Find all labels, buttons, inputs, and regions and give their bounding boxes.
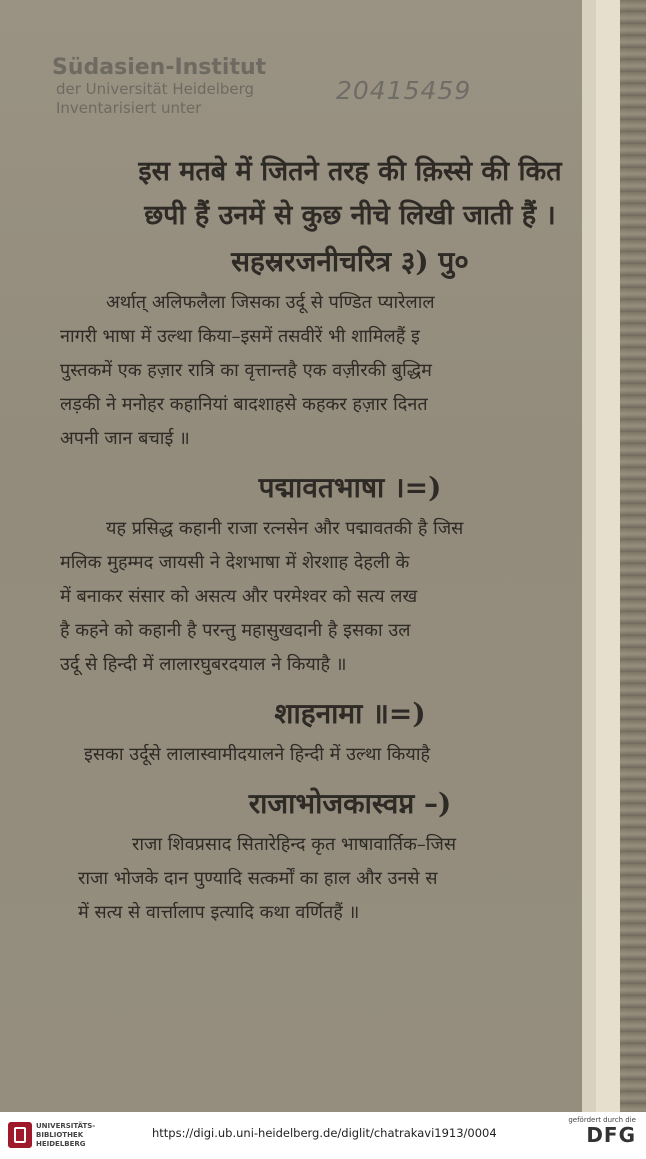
desc-line: है कहने को कहानी है परन्तु महासुखदानी है इसका उल [60,620,411,641]
book-entry [60,780,640,930]
book-description [60,828,640,930]
handwritten-inventory-number: 20415459 [336,76,472,105]
desc-line: उर्दू से हिन्दी में लालारघुबरदयाल ने कियाहै ॥ [60,654,347,675]
book-title: शाहनामा ॥=) [274,697,426,730]
desc-line: मलिक मुहम्मद जायसी ने देशभाषा में शेरशाह देहली के [60,552,410,573]
desc-line: में बनाकर संसार को असत्य और परमेश्वर को सत्य लख [60,586,418,607]
stamp-line-2: der Universität Heidelberg [56,80,255,98]
desc-line: अपनी जान बचाई ॥ [60,428,190,449]
desc-line: यह प्रसिद्ध कहानी राजा रत्नसेन और पद्मावतकी है जिस [106,518,464,539]
permalink-url[interactable]: https://digi.ub.uni-heidelberg.de/diglit/chatrakavi1913/0004 [152,1126,497,1140]
book-description [60,512,640,682]
desc-line: में सत्य से वार्त्तालाप इत्यादि कथा वर्णितहैं ॥ [78,902,360,923]
book-description [60,286,640,456]
funded-by-label: gefördert durch die [568,1116,636,1124]
desc-line: इसका उर्दूसे लालास्वामीदयालने हिन्दी में उल्था कियाहै [84,744,431,765]
stamp-line-1: Südasien-Institut [52,55,267,80]
book-entry [60,238,640,456]
book-title: सहस्ररजनीचरित्र ३) पु० [231,245,469,278]
book-description [60,738,640,772]
page-text [60,150,640,938]
desc-line: राजा भोजके दान पुण्यादि सत्कर्मों का हाल और उनसे स [78,868,438,889]
funding-credit[interactable] [568,1116,636,1146]
desc-line: अर्थात् अलिफलैला जिसका उर्दू से पण्डित प्यारेलाल [106,292,435,313]
desc-line: राजा शिवप्रसाद सितारेहिन्द कृत भाषावार्तिक–जिस [132,834,456,855]
book-title: पद्मावतभाषा ।=) [258,471,442,504]
desc-line: लड़की ने मनोहर कहानियां बादशाहसे कहकर हज़ार दिनत [60,394,428,415]
intro-line-1: इस मतबे में जितने तरह की क़िस्से की कित [138,156,562,187]
book-entry [60,690,640,772]
dfg-logo: DFG [586,1123,636,1147]
intro-line-2: छपी हैं उनमें से कुछ नीचे लिखी जाती हैं । [144,200,556,231]
stamp-line-3: Inventarisiert unter [56,99,202,117]
desc-line: नागरी भाषा में उल्था किया–इसमें तसवीरें भी शामिलहैं इ [60,326,420,347]
university-library-logo[interactable] [8,1120,96,1152]
logo-label: UNIVERSITÄTS- BIBLIOTHEK HEIDELBERG [36,1122,96,1148]
viewer-footer [0,1112,646,1159]
book-entry [60,464,640,682]
book-title: राजाभोजकास्वप्न –) [248,787,452,820]
library-logo-icon [8,1122,32,1148]
library-stamp [52,56,282,118]
desc-line: पुस्तकमें एक हज़ार रात्रि का वृत्तान्तहै एक वज़ीरकी बुद्धिम [60,360,432,381]
library-logo-text [36,1122,95,1149]
